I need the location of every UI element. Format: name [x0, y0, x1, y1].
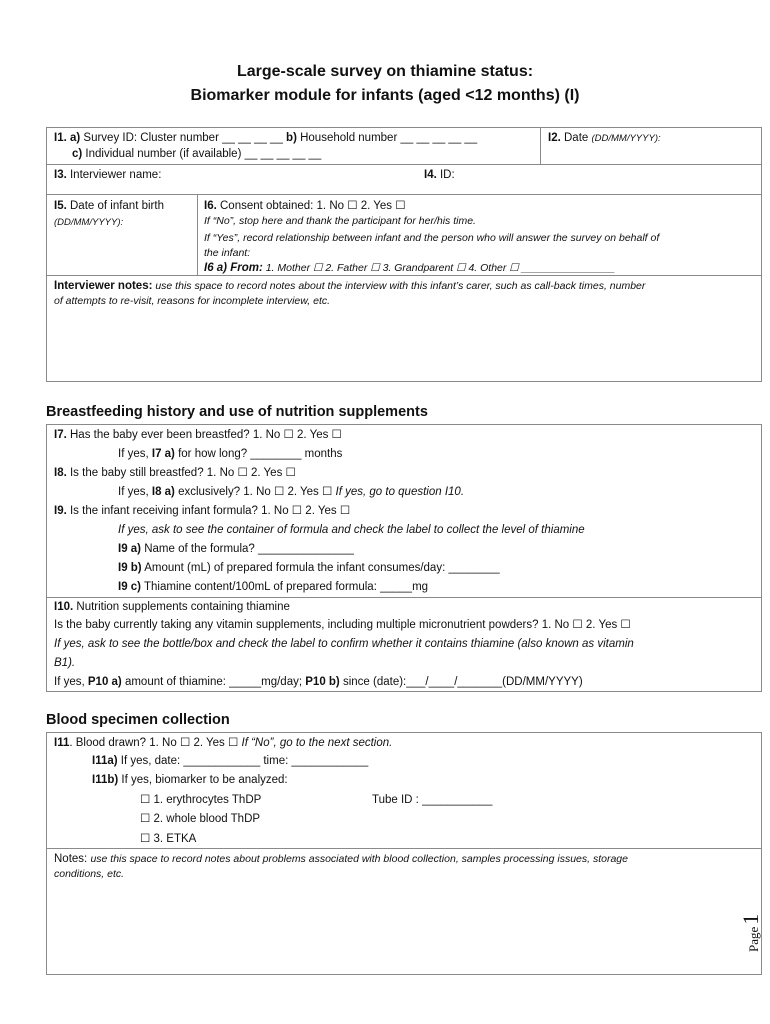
- field-text: Individual number (if available) __ __ __ __ __: [82, 148, 322, 160]
- field-text: amount of thiamine: _____mg/day;: [121, 676, 306, 688]
- field-label: I7.: [54, 429, 67, 441]
- title-line-2: Biomarker module for infants (aged <12 months) (I): [190, 87, 580, 104]
- breastfeeding-section: [46, 424, 762, 692]
- i10-question[interactable]: Is the baby currently taking any vitamin supplements, including multiple micronutrient powders? 1. No ☐ 2. Yes ☐: [54, 619, 631, 631]
- field-label: Interviewer notes:: [54, 280, 153, 292]
- field-text: . Blood drawn? 1. No ☐ 2. Yes ☐: [69, 737, 242, 749]
- field-label: I9.: [54, 505, 67, 517]
- interviewer-notes[interactable]: [54, 279, 645, 293]
- field-label: Notes:: [54, 853, 91, 865]
- field-text: ID:: [436, 169, 455, 181]
- i11b-question: [92, 773, 288, 787]
- format-hint: (DD/MM/YYYY):: [591, 133, 661, 144]
- skip-note: If yes, go to question I10.: [335, 486, 465, 498]
- field-text: exclusively? 1. No ☐ 2. Yes ☐: [174, 486, 336, 498]
- i11a-question[interactable]: [92, 754, 368, 768]
- field-label: I1. a): [54, 132, 81, 144]
- field-text: Date of infant birth: [66, 200, 164, 212]
- date-field[interactable]: [548, 131, 661, 146]
- divider: [46, 597, 762, 598]
- consent-no-note: If “No”, stop here and thank the participant for her/his time.: [204, 215, 476, 227]
- notes-hint: use this space to record notes about problems associated with blood collection, samples processing issues, storage: [90, 853, 628, 865]
- field-label: c): [72, 148, 83, 160]
- field-label: I9 c): [118, 581, 142, 593]
- field-text: Nutrition supplements containing thiamine: [73, 601, 290, 613]
- tube-id-field[interactable]: Tube ID : ___________: [372, 794, 493, 806]
- field-label: I11: [54, 737, 70, 749]
- field-label: I9 a): [118, 543, 142, 555]
- divider: [46, 164, 762, 165]
- field-text: Survey ID: Cluster number __ __ __ __: [80, 132, 287, 144]
- infant-birth-date-field[interactable]: [54, 199, 164, 213]
- individual-number-field[interactable]: [72, 147, 321, 161]
- skip-note: If “No”, go to the next section.: [241, 737, 393, 749]
- field-text: since (date):___/____/_______(DD/MM/YYYY): [339, 676, 583, 688]
- field-label: I10.: [54, 601, 74, 613]
- p10-question[interactable]: [54, 675, 583, 689]
- field-label: I8 a): [151, 486, 175, 498]
- interviewer-notes-hint-2: of attempts to re-visit, reasons for incomplete interview, etc.: [54, 295, 331, 307]
- option-erythrocytes[interactable]: ☐ 1. erythrocytes ThDP: [140, 794, 262, 806]
- options-text: 1. Mother ☐ 2. Father ☐ 3. Grandparent ☐ 4. Other ☐ ________________: [262, 262, 616, 274]
- divider: [46, 194, 762, 195]
- i9-question[interactable]: [54, 504, 350, 518]
- field-text: for how long? ________ months: [174, 448, 343, 460]
- field-label: I7 a): [151, 448, 175, 460]
- field-text: Amount (mL) of prepared formula the infant consumes/day: ________: [141, 562, 500, 574]
- relationship-options[interactable]: [204, 261, 615, 275]
- blood-notes[interactable]: [54, 852, 628, 866]
- i9a-question[interactable]: [118, 542, 354, 556]
- identification-section: [46, 127, 762, 382]
- field-label: I6 a) From:: [204, 262, 263, 274]
- field-label: I5.: [54, 200, 67, 212]
- field-label: I4.: [424, 169, 437, 181]
- notes-hint: use this space to record notes about the interview with this infant’s carer, such as call-back times, number: [152, 280, 646, 292]
- title-line-1: Large-scale survey on thiamine status:: [236, 63, 534, 80]
- i8a-question[interactable]: [118, 485, 464, 499]
- divider: [197, 194, 198, 275]
- i10-note-2: B1).: [54, 657, 76, 669]
- field-text: Is the infant receiving infant formula? 1. No ☐ 2. Yes ☐: [66, 505, 351, 517]
- field-label: b): [286, 132, 297, 144]
- field-text: If yes, biomarker to be analyzed:: [118, 774, 288, 786]
- field-text: Household number __ __ __ __ __: [296, 132, 478, 144]
- i7-question[interactable]: [54, 428, 342, 442]
- field-text: If yes,: [118, 486, 152, 498]
- field-label: I2.: [548, 132, 561, 144]
- consent-yes-note: If “Yes”, record relationship between infant and the person who will answer the survey on behalf of: [204, 232, 660, 244]
- option-whole-blood[interactable]: ☐ 2. whole blood ThDP: [140, 813, 261, 825]
- i10-note: If yes, ask to see the bottle/box and check the label to confirm whether it contains thiamine (also known as vitamin: [54, 638, 634, 650]
- field-text: Is the baby still breastfed? 1. No ☐ 2. Yes ☐: [66, 467, 296, 479]
- birth-date-format: (DD/MM/YYYY):: [54, 217, 124, 228]
- page-number-value: 1: [738, 913, 763, 925]
- page-label-text: Page: [746, 926, 761, 952]
- i7a-question[interactable]: [118, 447, 342, 461]
- interviewer-name-field[interactable]: [54, 168, 161, 182]
- i9b-question[interactable]: [118, 561, 500, 575]
- field-label: P10 b): [305, 676, 340, 688]
- field-text: If yes,: [118, 448, 152, 460]
- consent-question[interactable]: [204, 199, 406, 213]
- field-label: I11a): [92, 755, 118, 767]
- field-label: I6.: [204, 200, 217, 212]
- divider: [46, 275, 762, 276]
- page-number: [738, 914, 764, 952]
- i11-question[interactable]: [54, 736, 392, 750]
- field-text: Consent obtained: 1. No ☐ 2. Yes ☐: [216, 200, 406, 212]
- field-label: I9 b): [118, 562, 142, 574]
- interviewer-id-field[interactable]: [424, 168, 455, 182]
- divider: [540, 127, 541, 164]
- field-text: Name of the formula? _______________: [141, 543, 354, 555]
- survey-id-field[interactable]: [54, 131, 477, 145]
- option-etka[interactable]: ☐ 3. ETKA: [140, 833, 197, 845]
- consent-yes-note-2: the infant:: [204, 247, 251, 259]
- field-label: I3.: [54, 169, 67, 181]
- i9c-question[interactable]: [118, 580, 428, 594]
- i10-heading: [54, 600, 290, 614]
- blood-heading: Blood specimen collection: [46, 712, 230, 728]
- i8-question[interactable]: [54, 466, 296, 480]
- field-text: If yes, date: ____________ time: ____________: [117, 755, 369, 767]
- field-text: Has the baby ever been breastfed? 1. No ☐ 2. Yes ☐: [66, 429, 342, 441]
- breastfeeding-heading: Breastfeeding history and use of nutrition supplements: [46, 404, 428, 420]
- field-text: Thiamine content/100mL of prepared formula: _____mg: [141, 581, 429, 593]
- field-text: Interviewer name:: [66, 169, 162, 181]
- field-text: If yes,: [54, 676, 88, 688]
- field-label: I8.: [54, 467, 67, 479]
- field-label: I11b): [92, 774, 119, 786]
- field-label: P10 a): [87, 676, 122, 688]
- field-text: Date: [560, 132, 592, 144]
- divider: [46, 848, 762, 849]
- i9-note: If yes, ask to see the container of formula and check the label to collect the level of thiamine: [118, 524, 585, 536]
- blood-notes-hint-2: conditions, etc.: [54, 868, 125, 880]
